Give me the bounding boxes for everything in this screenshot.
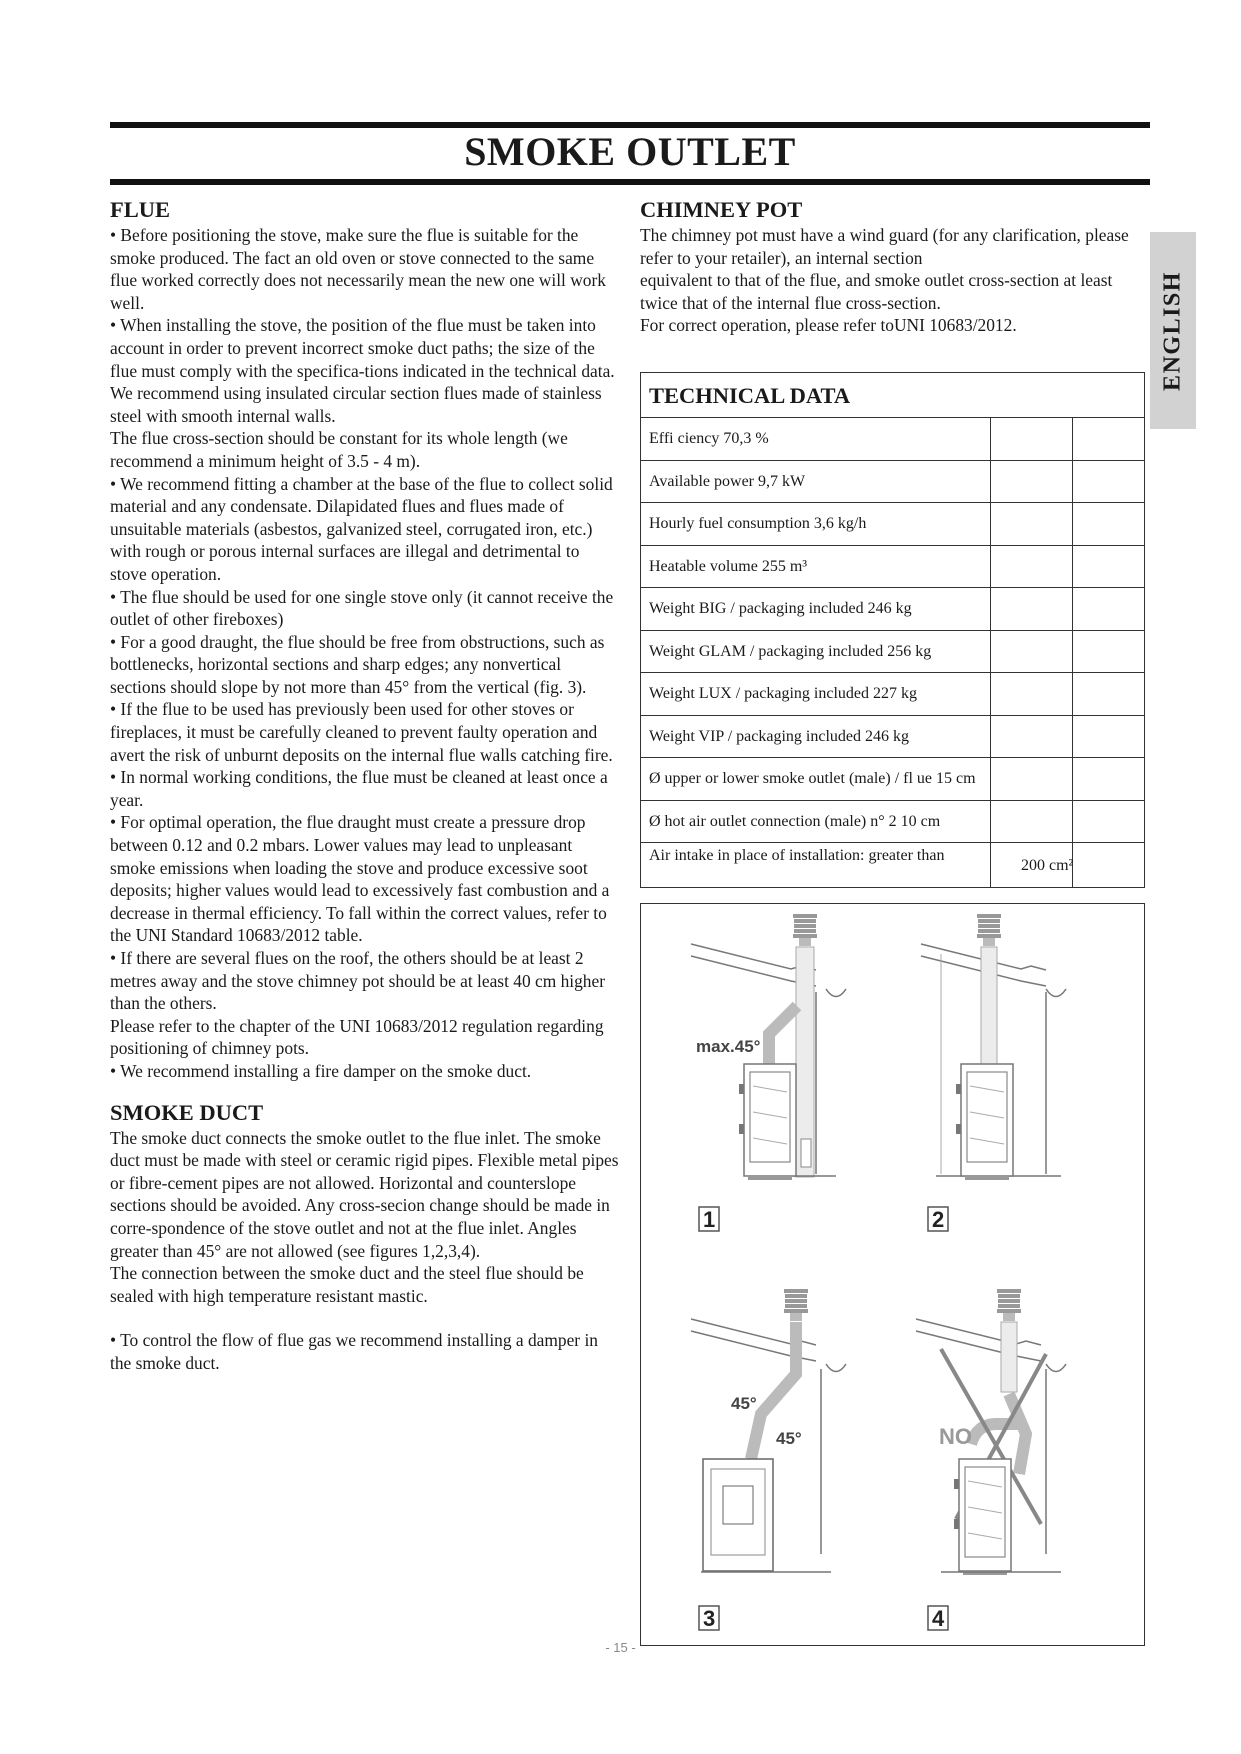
- figures-drawing: [641, 904, 1146, 1647]
- row-label: Ø upper or lower smoke outlet (male) / fl ue 15 cm: [649, 770, 976, 787]
- page-title: SMOKE OUTLET: [464, 129, 796, 174]
- table-row: [641, 588, 1144, 631]
- row-label: Weight GLAM / packaging included 256 kg: [649, 642, 932, 660]
- chimney-pot-line: For correct operation, please refer toUNI 10683/2012.: [640, 315, 1017, 336]
- table-row: [641, 801, 1144, 844]
- flue-paragraph: • If the flue to be used has previously been used for other stoves or fireplaces, it must be carefully cleaned to prevent faulty operation and avert the risk of unburnt deposits on the internal flue walls catching fire.: [110, 699, 613, 765]
- fig1-angle-label: max.45°: [696, 1037, 761, 1056]
- fig2-number: 2: [932, 1207, 945, 1232]
- table-row: [641, 716, 1144, 759]
- smoke-duct-paragraph: • To control the flow of flue gas we recommend installing a damper in the smoke duct.: [110, 1330, 598, 1373]
- flue-paragraph: • We recommend installing a fire damper on the smoke duct.: [110, 1060, 532, 1081]
- table-row: [641, 418, 1144, 461]
- figure-1: [691, 914, 846, 1232]
- right-column: [640, 196, 1145, 337]
- left-column: [110, 196, 620, 1375]
- flue-paragraph: • We recommend fitting a chamber at the base of the flue to collect solid material and any condensate. Dilapidated flues and flues made of unsuitable materials (asbestos, galvanized steel, corrugated iron, etc.) with rough or porous internal surfaces are illegal and detrimental to stove operation.: [110, 473, 613, 584]
- flue-installation-figures: [640, 903, 1145, 1646]
- flue-paragraph: • The flue should be used for one single stove only (it cannot receive the outlet of other fireboxes): [110, 586, 614, 630]
- flue-paragraph: • For a good draught, the flue should be free from obstructions, such as bottlenecks, horizontal sections and sharp edges; any nonvertical sections should slope by not more than 45° from the vertical (fig. 3).: [110, 631, 605, 697]
- technical-data-table: [640, 372, 1145, 888]
- smoke-duct-heading: SMOKE DUCT: [110, 1099, 264, 1125]
- figure-2: [921, 914, 1066, 1232]
- technical-data-title: TECHNICAL DATA: [641, 373, 1144, 418]
- table-row: [641, 673, 1144, 716]
- row-label: Weight VIP / packaging included 246 kg: [649, 727, 909, 745]
- row-label: Weight LUX / packaging included 227 kg: [649, 685, 917, 702]
- flue-paragraph: • If there are several flues on the roof, the others should be at least 2 metres away and the stove chimney pot should be at least 40 cm higher than the others.: [110, 948, 606, 1014]
- fig3-angle-label-top: 45°: [731, 1394, 757, 1413]
- smoke-duct-paragraph: The smoke duct connects the smoke outlet to the flue inlet. The smoke duct must be made with steel or ceramic rigid pipes. Flexible metal pipes or fibre-cement pipes are not allowed. Horizontal and counterslope sections should be avoided. Any cross-secion change should be made in corre-spondence of the stove outlet and not at the flue inlet. Angles greater than 45° are not allowed (see figures 1,2,3,4).: [110, 1127, 619, 1261]
- flue-paragraph: • For optimal operation, the flue draught must create a pressure drop between 0.12 and 0.2 mbars. Lower values may lead to unpleasant smoke emissions when loading the stove and produce excessive soot deposits; higher values would lead to excessively fast combustion and a decrease in thermal efficiency. To fall within the correct values, refer to the UNI Standard 10683/2012 table.: [110, 812, 610, 946]
- row-value: 200 cm²: [1021, 857, 1074, 874]
- flue-paragraph: The flue cross-section should be constant for its whole length (we recommend a minimum height of 3.5 - 4 m).: [110, 428, 568, 471]
- table-row: [641, 758, 1144, 801]
- table-row: [641, 461, 1144, 504]
- fig3-number: 3: [703, 1606, 716, 1631]
- fig3-angle-label-bottom: 45°: [776, 1429, 802, 1448]
- row-label: Effi ciency 70,3 %: [649, 430, 769, 447]
- table-row: [641, 631, 1144, 674]
- fig1-number: 1: [703, 1207, 716, 1232]
- table-row: [641, 546, 1144, 589]
- figure-4: [916, 1289, 1066, 1631]
- flue-section: [110, 196, 620, 1083]
- smoke-duct-paragraph: The connection between the smoke duct and the steel flue should be sealed with high temperature resistant mastic.: [110, 1263, 584, 1306]
- fig4-number: 4: [932, 1606, 945, 1631]
- language-tab: [1150, 232, 1196, 429]
- figure-3: [691, 1289, 846, 1631]
- chimney-pot-line: equivalent to that of the flue, and smoke outlet cross-section at least twice that of the internal flue cross-section.: [640, 270, 1113, 313]
- row-label: Heatable volume 255 m³: [649, 557, 808, 575]
- chimney-pot-heading: CHIMNEY POT: [640, 197, 803, 222]
- title-rule-bottom: [110, 179, 1150, 185]
- chimney-pot-line: The chimney pot must have a wind guard (for any clarification, please refer to your retailer), an internal section: [640, 225, 1129, 268]
- row-label: Hourly fuel consumption 3,6 kg/h: [649, 515, 867, 532]
- smoke-duct-section: [110, 1099, 620, 1375]
- fig4-no-label: NO: [939, 1424, 972, 1449]
- flue-paragraph: • When installing the stove, the position of the flue must be taken into account in order to prevent incorrect smoke duct paths; the size of the flue must comply with the specifica-tions indicated in the technical data.: [110, 315, 615, 381]
- flue-paragraph: • In normal working conditions, the flue must be cleaned at least once a year.: [110, 767, 608, 810]
- flue-paragraph: • Before positioning the stove, make sure the flue is suitable for the smoke produced. The fact an old oven or stove connected to the same flue worked correctly does not necessarily mean the new one will work well.: [110, 225, 606, 313]
- table-row: [641, 503, 1144, 546]
- flue-paragraph: Please refer to the chapter of the UNI 10683/2012 regulation regarding positioning of chimney pots.: [110, 1015, 604, 1059]
- table-row: [641, 843, 1144, 887]
- row-label: Ø hot air outlet connection (male) n° 2 10 cm: [649, 812, 941, 830]
- row-label: Weight BIG / packaging included 246 kg: [649, 600, 912, 617]
- flue-heading: FLUE: [110, 197, 171, 222]
- row-label: Air intake in place of installation: greater than: [649, 847, 945, 864]
- flue-paragraph: We recommend using insulated circular section flues made of stainless steel with smooth internal walls.: [110, 383, 602, 426]
- language-tab-label: ENGLISH: [1159, 270, 1186, 391]
- row-label: Available power 9,7 kW: [649, 472, 806, 490]
- page-number: - 15 -: [605, 1640, 636, 1655]
